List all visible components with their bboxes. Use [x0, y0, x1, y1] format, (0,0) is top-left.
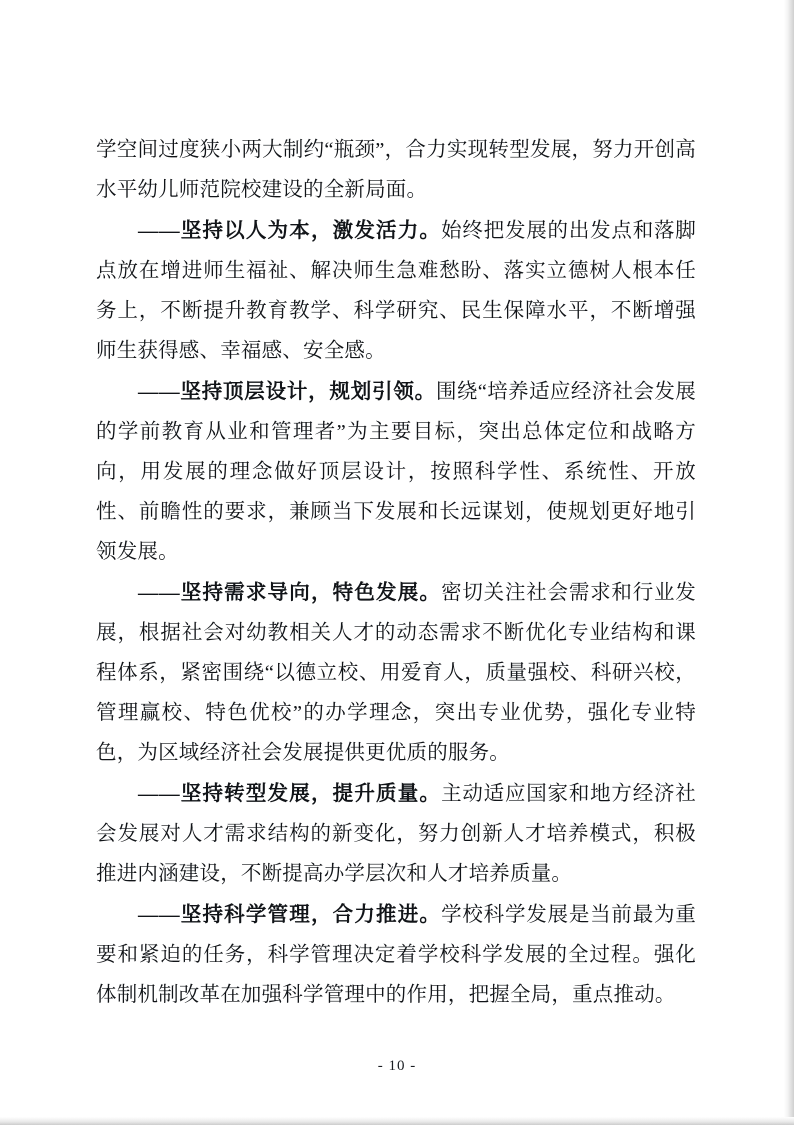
paragraph-text: 主动适应国家和地方经济社会发展对人才需求结构的新变化，努力创新人才培养模式，积极推进内涵建设，不断提高办学层次和人才培养质量。: [96, 783, 696, 885]
page-number: - 10 -: [377, 1058, 417, 1074]
paragraph-scientific-management: [96, 895, 696, 1015]
paragraph-text: 学空间过度狭小两大制约“瓶颈”，合力实现转型发展，努力开创高水平幼儿师范院校建设的全新局面。: [96, 139, 696, 201]
paragraph-text: 密切关注社会需求和行业发展，根据社会对幼教相关人才的动态需求不断优化专业结构和课程体系，紧密围绕“以德立校、用爱育人，质量强校、科研兴校，管理赢校、特色优校”的办学理念，突出专业优势，强化专业特色，为区域经济社会发展提供更优质的服务。: [96, 582, 696, 764]
scan-edge-right: [784, 0, 794, 1125]
paragraph-people-oriented: [96, 211, 696, 371]
paragraph-lead: ——坚持需求导向，特色发展。: [138, 582, 442, 604]
paragraph-top-level-design: [96, 372, 696, 572]
paragraph-text: 围绕“培养适应经济社会发展的学前教育从业和管理者”为主要目标，突出总体定位和战略方向，用发展的理念做好顶层设计，按照科学性、系统性、开放性、前瞻性的要求，兼顾当下发展和长远谋划，使规划更好地引领发展。: [96, 381, 696, 563]
paragraph-demand-oriented: [96, 573, 696, 773]
paragraph-transformation: [96, 774, 696, 894]
paragraph-text: 始终把发展的出发点和落脚点放在增进师生福祉、解决师生急难愁盼、落实立德树人根本任务上，不断提升教育教学、科学研究、民生保障水平，不断增强师生获得感、幸福感、安全感。: [96, 220, 696, 362]
document-body: [96, 130, 696, 1016]
paragraph-text: 学校科学发展是当前最为重要和紧迫的任务，科学管理决定着学校科学发展的全过程。强化体制机制改革在加强科学管理中的作用，把握全局，重点推动。: [96, 904, 696, 1006]
paragraph-lead: ——坚持以人为本，激发活力。: [138, 220, 442, 242]
paragraph-lead: ——坚持科学管理，合力推进。: [138, 904, 442, 926]
paragraph-continuation: [96, 130, 696, 210]
paragraph-lead: ——坚持顶层设计，规划引领。: [138, 381, 436, 403]
paragraph-lead: ——坚持转型发展，提升质量。: [138, 783, 442, 805]
scan-edge-bottom: [0, 1117, 794, 1125]
